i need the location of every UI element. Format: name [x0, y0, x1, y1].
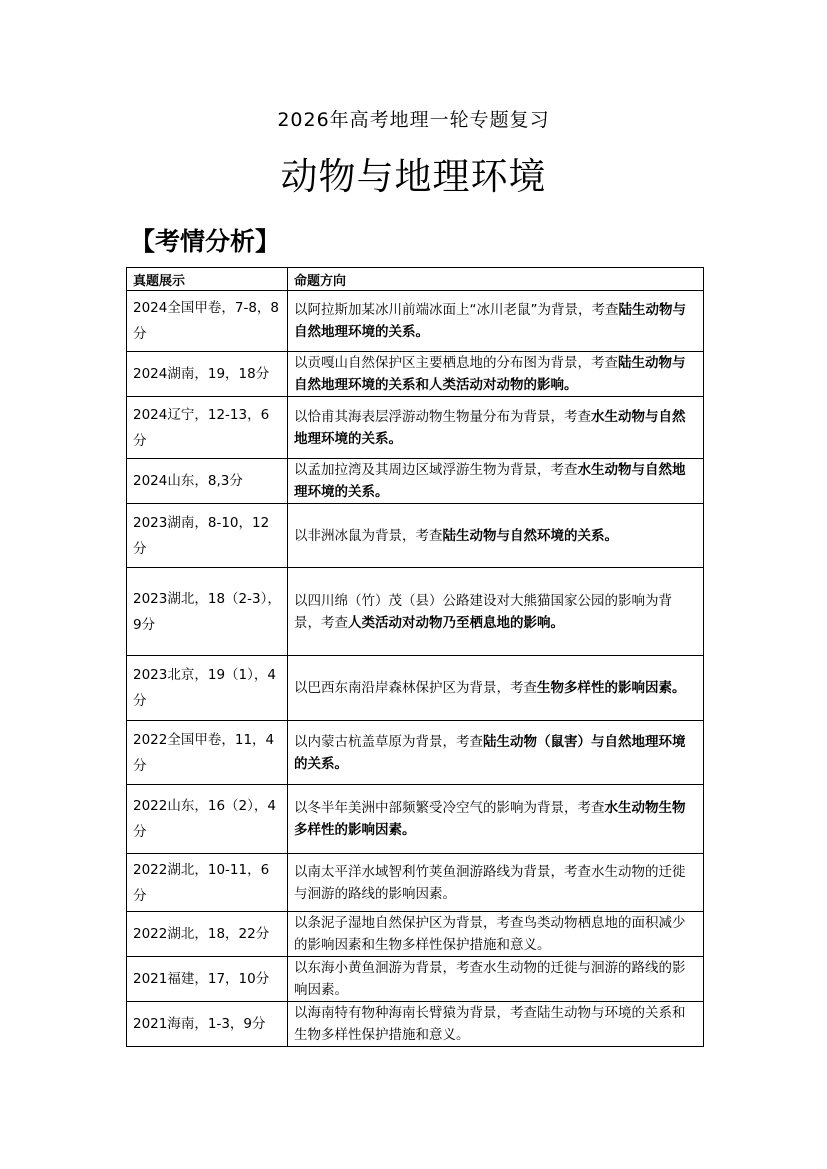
- table-header-row: [127, 268, 704, 291]
- page-subtitle: 2026年高考地理一轮专题复习: [277, 109, 550, 131]
- exam-source: 2024辽宁，12-13，6分: [127, 397, 288, 459]
- exam-direction: 以冬半年美洲中部频繁受冷空气的影响为背景，考查水生动物生物多样性的影响因素。: [288, 785, 704, 854]
- page-title: 动物与地理环境: [280, 155, 547, 198]
- table-row: [127, 656, 704, 721]
- table-row: [127, 854, 704, 912]
- exam-direction: 以海南特有物种海南长臂猿为背景，考查陆生动物与环境的关系和生物多样性保护措施和意义。: [288, 1002, 704, 1047]
- exam-source: 2023湖北，18（2-3），9分: [127, 568, 288, 656]
- exam-direction: 以孟加拉湾及其周边区域浮游生物为背景，考查水生动物与自然地理环境的关系。: [288, 459, 704, 504]
- exam-direction: 以东海小黄鱼洄游为背景，考查水生动物的迁徙与洄游的路线的影响因素。: [288, 957, 704, 1002]
- table-row: [127, 504, 704, 568]
- table-row: [127, 785, 704, 854]
- column-header-source: 真题展示: [127, 268, 288, 291]
- exam-source: 2022山东，16（2），4分: [127, 785, 288, 854]
- column-header-direction: 命题方向: [288, 268, 704, 291]
- exam-source: 2024全国甲卷，7-8，8分: [127, 291, 288, 352]
- table-row: [127, 397, 704, 459]
- exam-direction: 以非洲冰鼠为背景，考查陆生动物与自然环境的关系。: [288, 504, 704, 568]
- exam-source: 2021福建，17，10分: [127, 957, 288, 1002]
- table-row: [127, 721, 704, 785]
- exam-source: 2024山东，8,3分: [127, 459, 288, 504]
- exam-direction: 以内蒙古杭盖草原为背景，考查陆生动物（鼠害）与自然地理环境的关系。: [288, 721, 704, 785]
- table-row: [127, 352, 704, 397]
- exam-direction: 以巴西东南沿岸森林保护区为背景，考查生物多样性的影响因素。: [288, 656, 704, 721]
- table-row: [127, 459, 704, 504]
- exam-source: 2023北京，19（1），4分: [127, 656, 288, 721]
- exam-analysis-table: [126, 267, 704, 1047]
- exam-direction: 以条泥子湿地自然保护区为背景，考查鸟类动物栖息地的面积减少的影响因素和生物多样性保护措施和意义。: [288, 912, 704, 957]
- exam-source: 2024湖南，19，18分: [127, 352, 288, 397]
- exam-direction: 以恰甫其海表层浮游动物生物量分布为背景，考查水生动物与自然地理环境的关系。: [288, 397, 704, 459]
- exam-source: 2022湖北，18，22分: [127, 912, 288, 957]
- section-heading: 【考情分析】: [130, 227, 281, 256]
- exam-source: 2022全国甲卷，11，4分: [127, 721, 288, 785]
- exam-source: 2022湖北，10-11，6分: [127, 854, 288, 912]
- table-row: [127, 1002, 704, 1047]
- exam-direction: 以南太平洋水域智利竹荚鱼洄游路线为背景，考查水生动物的迁徙与洄游的路线的影响因素。: [288, 854, 704, 912]
- table-row: [127, 568, 704, 656]
- exam-direction: 以四川绵（竹）茂（县）公路建设对大熊猫国家公园的影响为背景，考查人类活动对动物乃至栖息地的影响。: [288, 568, 704, 656]
- exam-source: 2021海南，1-3，9分: [127, 1002, 288, 1047]
- exam-direction: 以贡嘎山自然保护区主要栖息地的分布图为背景，考查陆生动物与自然地理环境的关系和人类活动对动物的影响。: [288, 352, 704, 397]
- exam-source: 2023湖南，8-10，12分: [127, 504, 288, 568]
- exam-direction: 以阿拉斯加某冰川前端冰面上“冰川老鼠”为背景，考查陆生动物与自然地理环境的关系。: [288, 291, 704, 352]
- table-row: [127, 291, 704, 352]
- table-row: [127, 957, 704, 1002]
- table-row: [127, 912, 704, 957]
